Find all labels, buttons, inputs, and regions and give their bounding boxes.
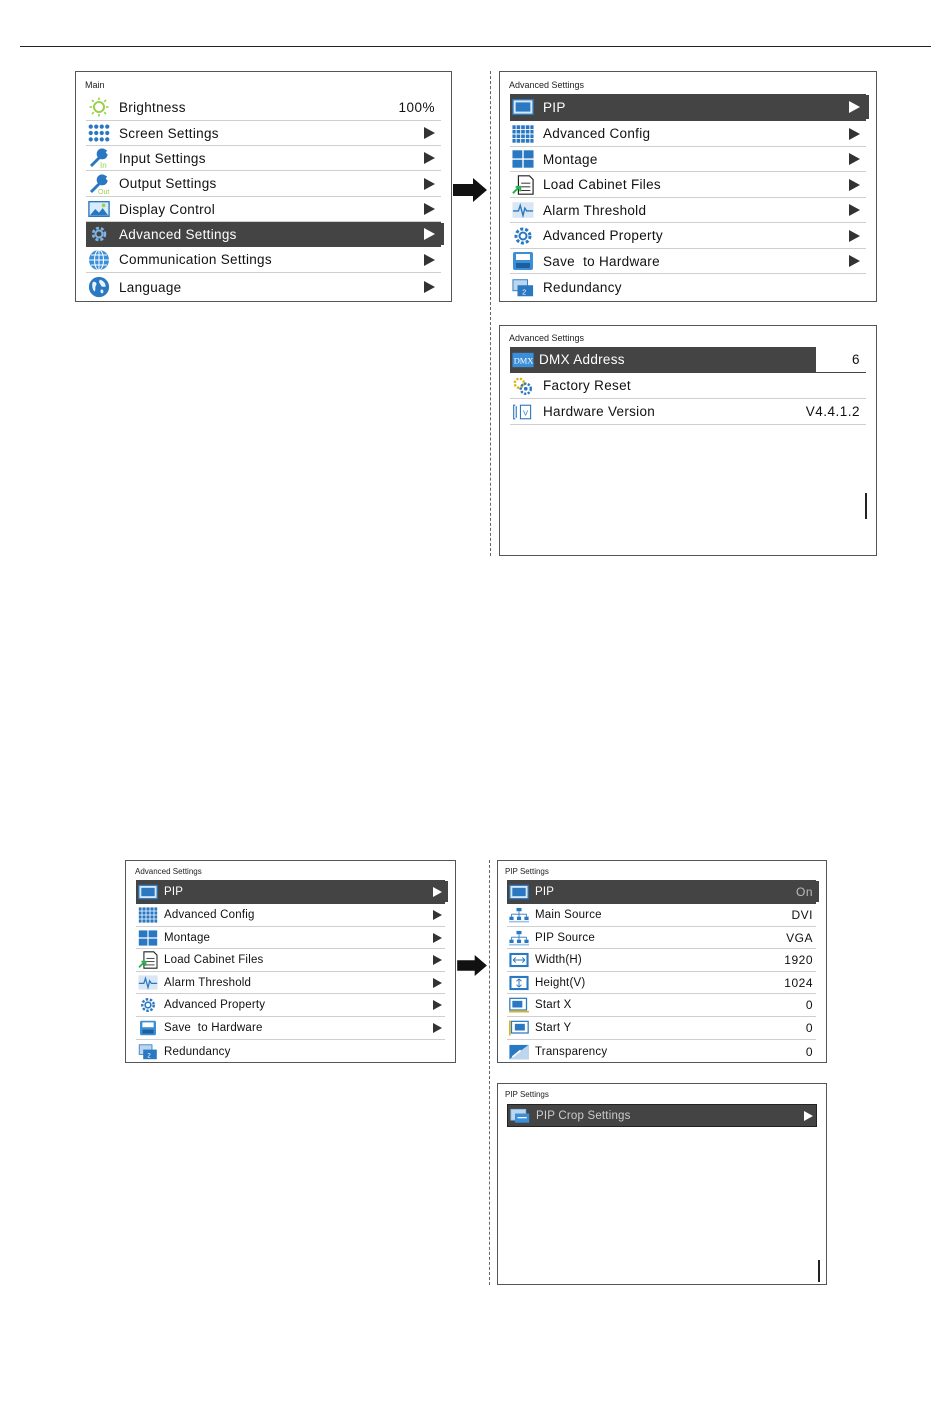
- pip-icon: [512, 97, 534, 117]
- selection-bar: [445, 881, 448, 902]
- menu-item-label: Alarm Threshold: [543, 202, 647, 218]
- submenu-arrow-icon: [849, 204, 860, 216]
- menu-item-label: Input Settings: [119, 150, 206, 166]
- dashed-divider: [489, 860, 490, 1285]
- menu-item-label: Advanced Property: [543, 228, 663, 243]
- submenu-arrow-icon: [424, 228, 435, 240]
- menu-item-label: PIP Source: [535, 931, 595, 944]
- menu-item-label: Save to Hardware: [164, 1022, 263, 1034]
- menu-item-pip-source[interactable]: [507, 927, 816, 949]
- wrench-in-icon: [88, 148, 110, 168]
- panel-title: PIP Settings: [505, 867, 549, 876]
- submenu-arrow-icon: [849, 153, 860, 165]
- width-value: 1920: [784, 953, 813, 967]
- main-source-value: DVI: [791, 908, 813, 922]
- submenu-arrow-icon: [849, 255, 860, 267]
- grid-icon: [512, 124, 534, 144]
- menu-item-label: Transparency: [535, 1045, 608, 1058]
- menu-item-advanced-property[interactable]: [136, 994, 445, 1017]
- dashed-divider: [490, 71, 491, 556]
- submenu-arrow-icon: [424, 152, 435, 164]
- menu-item-label: Height(V): [535, 976, 586, 989]
- save-icon: [138, 1020, 158, 1037]
- pip-icon: [509, 883, 529, 900]
- submenu-arrow-icon: [433, 1023, 442, 1033]
- submenu-arrow-icon: [433, 910, 442, 920]
- grid-dots-icon: [88, 123, 110, 143]
- menu-item-label: Start Y: [535, 1022, 572, 1034]
- submenu-arrow-icon: [849, 128, 860, 140]
- picture-icon: [88, 199, 110, 219]
- submenu-arrow-icon: [424, 127, 435, 139]
- menu-item-label: PIP: [164, 885, 184, 898]
- start-y-value: 0: [805, 1021, 813, 1035]
- menu-item-pip[interactable]: [510, 94, 866, 121]
- main-menu-panel: [75, 71, 452, 302]
- submenu-arrow-icon: [424, 281, 435, 293]
- transparency-value: 0: [805, 1044, 813, 1059]
- menu-item-montage[interactable]: [510, 147, 866, 172]
- menu-item-label: Alarm Threshold: [164, 976, 252, 989]
- submenu-arrow-icon: [849, 179, 860, 191]
- advanced-settings-panel-bottom: [125, 860, 456, 1063]
- height-value: 1024: [784, 975, 813, 990]
- pulse-icon: [138, 974, 158, 991]
- version-icon: [512, 402, 534, 422]
- submenu-arrow-icon: [424, 254, 435, 266]
- menu-item-advanced-settings[interactable]: [86, 222, 441, 247]
- pip-state-value: On: [795, 884, 813, 899]
- save-icon: [512, 251, 534, 271]
- submenu-arrow-icon: [433, 933, 442, 943]
- height-icon: [509, 974, 529, 991]
- dmx-address-value: 6: [851, 352, 860, 367]
- panel-title: Advanced Settings: [509, 80, 585, 90]
- menu-item-label: Screen Settings: [119, 125, 219, 141]
- gear-icon: [88, 224, 110, 244]
- menu-item-dmx-address[interactable]: [510, 347, 866, 373]
- menu-item-label: DMX Address: [539, 352, 625, 367]
- menu-item-communication-settings[interactable]: [86, 247, 441, 273]
- start-y-icon: [509, 1020, 529, 1037]
- montage-icon: [512, 149, 534, 169]
- menu-item-pip[interactable]: [136, 880, 445, 904]
- advanced-settings-panel: [499, 71, 877, 302]
- pip-icon: [138, 883, 158, 900]
- dmx-icon-text: DMX: [513, 354, 534, 365]
- submenu-arrow-icon: [849, 230, 860, 242]
- width-icon: [509, 952, 529, 969]
- advanced-settings-panel-page-2: [499, 325, 877, 556]
- menu-item-brightness[interactable]: [86, 94, 441, 121]
- crop-icon: [510, 1107, 530, 1124]
- menu-item-label: PIP: [535, 885, 555, 898]
- menu-item-load-cabinet-files[interactable]: [510, 172, 866, 198]
- navigation-arrow-icon: [453, 178, 488, 202]
- dmx-icon: [512, 350, 534, 370]
- menu-item-redundancy[interactable]: [510, 274, 866, 301]
- menu-item-redundancy[interactable]: [136, 1040, 445, 1063]
- submenu-arrow-icon: [849, 101, 860, 113]
- menu-item-advanced-config[interactable]: [510, 121, 866, 147]
- menu-item-montage[interactable]: [136, 927, 445, 949]
- menu-item-label: Save to Hardware: [543, 253, 660, 269]
- menu-item-label: Brightness: [119, 99, 186, 115]
- menu-item-label: Load Cabinet Files: [543, 177, 661, 192]
- network-icon: [509, 929, 529, 946]
- top-divider-line: [20, 46, 931, 47]
- menu-item-label: Montage: [543, 151, 598, 167]
- panel-title: Advanced Settings: [135, 867, 202, 876]
- menu-item-label: Display Control: [119, 201, 216, 217]
- svg-text:V: V: [523, 407, 529, 417]
- menu-item-alarm-threshold[interactable]: [136, 972, 445, 994]
- svg-text:In: In: [100, 161, 107, 169]
- menu-item-label: Advanced Property: [164, 999, 266, 1011]
- gear-icon: [138, 997, 158, 1014]
- submenu-arrow-icon: [424, 203, 435, 215]
- globe-icon: [88, 250, 110, 270]
- menu-item-label: PIP Crop Settings: [536, 1109, 631, 1122]
- start-x-icon: [509, 997, 529, 1014]
- menu-item-display-control[interactable]: [86, 197, 441, 222]
- menu-item-label: Redundancy: [164, 1045, 231, 1058]
- selection-bar: [816, 881, 819, 902]
- gears-icon: [512, 376, 534, 396]
- gear-icon: [512, 226, 534, 246]
- selection-bar: [866, 95, 869, 119]
- sun-icon: [88, 97, 110, 117]
- menu-item-hardware-version[interactable]: [510, 399, 866, 425]
- menu-item-label: Language: [119, 279, 182, 295]
- menu-item-main-source[interactable]: [507, 904, 816, 927]
- menu-item-label: Main Source: [535, 909, 602, 921]
- menu-item-height[interactable]: [507, 972, 816, 994]
- menu-item-save-to-hardware[interactable]: [510, 249, 866, 274]
- pip-settings-panel: [497, 860, 827, 1063]
- submenu-arrow-icon: [433, 887, 442, 897]
- menu-item-output-settings[interactable]: [86, 171, 441, 197]
- wrench-out-icon: [88, 174, 110, 194]
- menu-item-label: Redundancy: [543, 280, 622, 295]
- menu-item-label: Hardware Version: [543, 404, 656, 419]
- redundancy-icon: [138, 1043, 158, 1060]
- file-load-icon: [512, 175, 534, 195]
- menu-item-language[interactable]: [86, 273, 441, 301]
- file-load-icon: [138, 952, 158, 969]
- menu-item-label: PIP: [543, 99, 566, 115]
- menu-item-factory-reset[interactable]: [510, 373, 866, 399]
- menu-item-advanced-config[interactable]: [136, 904, 445, 927]
- submenu-arrow-icon: [804, 1111, 813, 1121]
- svg-text:Out: Out: [98, 188, 110, 195]
- menu-item-start-y[interactable]: [507, 1017, 816, 1040]
- menu-item-load-cabinet-files[interactable]: [136, 949, 445, 972]
- brightness-value: 100%: [398, 99, 435, 115]
- scrollbar[interactable]: [865, 493, 867, 519]
- start-x-value: 0: [805, 998, 813, 1012]
- menu-item-advanced-property[interactable]: [510, 223, 866, 249]
- navigation-arrow-icon: [457, 955, 488, 976]
- menu-item-label: Load Cabinet Files: [164, 954, 264, 966]
- menu-item-label: Communication Settings: [119, 252, 272, 267]
- menu-item-transparency[interactable]: [507, 1040, 816, 1063]
- pip-settings-panel-page-2: [497, 1083, 827, 1285]
- menu-item-width[interactable]: [507, 949, 816, 972]
- svg-text:2: 2: [522, 286, 527, 296]
- menu-item-save-to-hardware[interactable]: [136, 1017, 445, 1040]
- grid-icon: [138, 907, 158, 924]
- menu-item-label: Montage: [164, 931, 211, 944]
- scrollbar[interactable]: [818, 1260, 820, 1282]
- menu-item-alarm-threshold[interactable]: [510, 198, 866, 223]
- menu-item-label: Advanced Config: [164, 909, 255, 921]
- menu-item-pip[interactable]: [507, 880, 816, 904]
- menu-item-label: Width(H): [535, 954, 582, 966]
- menu-item-start-x[interactable]: [507, 994, 816, 1017]
- svg-text:2: 2: [147, 1052, 151, 1060]
- montage-icon: [138, 929, 158, 946]
- panel-title: Main: [85, 80, 105, 90]
- menu-item-label: Advanced Config: [543, 126, 651, 141]
- transparency-icon: [509, 1043, 529, 1060]
- menu-item-label: Output Settings: [119, 176, 217, 191]
- hardware-version-value: V4.4.1.2: [805, 404, 860, 419]
- submenu-arrow-icon: [433, 1000, 442, 1010]
- submenu-arrow-icon: [433, 955, 442, 965]
- panel-title: PIP Settings: [505, 1090, 549, 1099]
- menu-item-input-settings[interactable]: [86, 146, 441, 171]
- menu-item-label: Factory Reset: [543, 378, 631, 393]
- menu-item-pip-crop-settings[interactable]: [507, 1104, 817, 1127]
- selection-bar: [441, 223, 444, 245]
- submenu-arrow-icon: [424, 178, 435, 190]
- menu-item-label: Advanced Settings: [119, 226, 237, 242]
- earth-icon: [88, 277, 110, 297]
- pulse-icon: [512, 200, 534, 220]
- panel-title: Advanced Settings: [509, 333, 585, 343]
- network-icon: [509, 907, 529, 924]
- pip-source-value: VGA: [786, 930, 813, 945]
- submenu-arrow-icon: [433, 978, 442, 988]
- menu-item-screen-settings[interactable]: [86, 121, 441, 146]
- redundancy-icon: [512, 278, 534, 298]
- menu-item-label: Start X: [535, 999, 572, 1011]
